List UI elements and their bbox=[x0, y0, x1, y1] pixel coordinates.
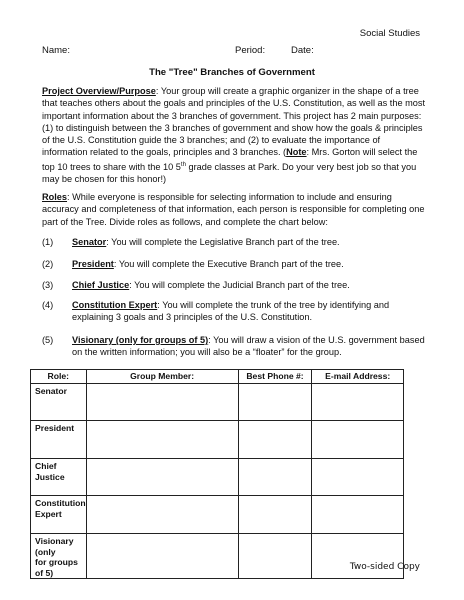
role-text: : You will complete the Legislative Branch part of the tree. bbox=[106, 237, 340, 247]
group-member-cell[interactable] bbox=[86, 534, 238, 579]
column-header-role: Role: bbox=[31, 370, 87, 384]
table-row bbox=[31, 534, 404, 579]
role-cell: President bbox=[31, 421, 87, 459]
email-cell[interactable] bbox=[312, 459, 404, 496]
table-row bbox=[31, 384, 404, 421]
roles-intro-paragraph bbox=[42, 191, 427, 228]
role-number: (2) bbox=[42, 259, 54, 269]
group-member-cell[interactable] bbox=[86, 496, 238, 534]
role-label: Constitution Expert bbox=[72, 300, 158, 310]
roles-chart bbox=[30, 369, 404, 579]
column-header-group-member: Group Member: bbox=[86, 370, 238, 384]
role-label: Senator bbox=[72, 237, 107, 247]
role-cell: Chief Justice bbox=[31, 459, 87, 496]
group-member-cell[interactable] bbox=[86, 421, 238, 459]
role-label: Chief Justice bbox=[72, 280, 130, 290]
date-label: Date: bbox=[291, 45, 314, 56]
project-overview-paragraph bbox=[42, 85, 427, 185]
email-cell[interactable] bbox=[312, 496, 404, 534]
overview-label: Project Overview/Purpose bbox=[42, 86, 156, 96]
role-label: President bbox=[72, 259, 114, 269]
table-row bbox=[31, 421, 404, 459]
roles-label: Roles bbox=[42, 192, 68, 202]
role-text: : You will complete the trunk of the tree by identifying and explaining 3 goals and 3 principles of the U.S. Constitution. bbox=[72, 300, 390, 323]
table-row bbox=[31, 496, 404, 534]
role-number: (5) bbox=[42, 335, 54, 345]
role-text: : You will complete the Executive Branch part of the tree. bbox=[113, 259, 344, 269]
role-number: (3) bbox=[42, 280, 54, 290]
phone-cell[interactable] bbox=[238, 459, 312, 496]
note-text-end: grade classes at Park. Do your very best job so that you may be chosen for this honor!) bbox=[42, 161, 417, 185]
note-superscript: th bbox=[180, 161, 186, 168]
roles-intro-text: : While everyone is responsible for selecting information to include and ensuring accuracy and completeness of that information, each person is responsible for completing one part of the Tree. Divide roles as follows, and complete the chart below: bbox=[42, 192, 425, 227]
role-label: Visionary (only for groups of 5) bbox=[72, 335, 209, 345]
role-cell: Visionary (only for groups of 5) bbox=[31, 534, 87, 579]
role-cell: Constitution Expert bbox=[31, 496, 87, 534]
column-header-phone: Best Phone #: bbox=[238, 370, 312, 384]
role-number: (1) bbox=[42, 237, 54, 247]
email-cell[interactable] bbox=[312, 421, 404, 459]
name-label: Name: bbox=[42, 45, 70, 56]
email-cell[interactable] bbox=[312, 384, 404, 421]
role-cell: Senator bbox=[31, 384, 87, 421]
page-title: The "Tree" Branches of Government bbox=[149, 67, 315, 78]
role-text: : You will draw a vision of the U.S. government based on the written information; you will also be a “floater” for the group. bbox=[72, 335, 425, 358]
note-label: Note bbox=[286, 147, 307, 158]
table-row bbox=[31, 459, 404, 496]
period-label: Period: bbox=[235, 45, 266, 56]
role-number: (4) bbox=[42, 300, 54, 310]
note-text: : Mrs. Gorton will select the top 10 trees to share with the 10 5 bbox=[42, 147, 418, 172]
group-member-cell[interactable] bbox=[86, 459, 238, 496]
chart-header-row bbox=[31, 370, 404, 384]
phone-cell[interactable] bbox=[238, 384, 312, 421]
column-header-email: E-mail Address: bbox=[312, 370, 404, 384]
group-member-cell[interactable] bbox=[86, 384, 238, 421]
phone-cell[interactable] bbox=[238, 496, 312, 534]
phone-cell[interactable] bbox=[238, 421, 312, 459]
role-text: : You will complete the Judicial Branch part of the tree. bbox=[129, 280, 350, 290]
overview-text: : Your group will create a graphic organizer in the shape of a tree that teaches others about the goals and principles of the U.S. Constitution, as well as the most important information about the 3 branches of government. This project has 2 main purposes: (1) to distinguish between the 3 branches of government and show how the goals & principles of the U.S. Constitution guide the 3 branches; and (2) to evaluate the importance of information related to the goals, principles and 3 branches. ( bbox=[42, 86, 426, 158]
phone-cell[interactable] bbox=[238, 534, 312, 579]
two-sided-copy-note: Two-sided Copy bbox=[349, 562, 420, 572]
subject-label: Social Studies bbox=[359, 28, 420, 39]
